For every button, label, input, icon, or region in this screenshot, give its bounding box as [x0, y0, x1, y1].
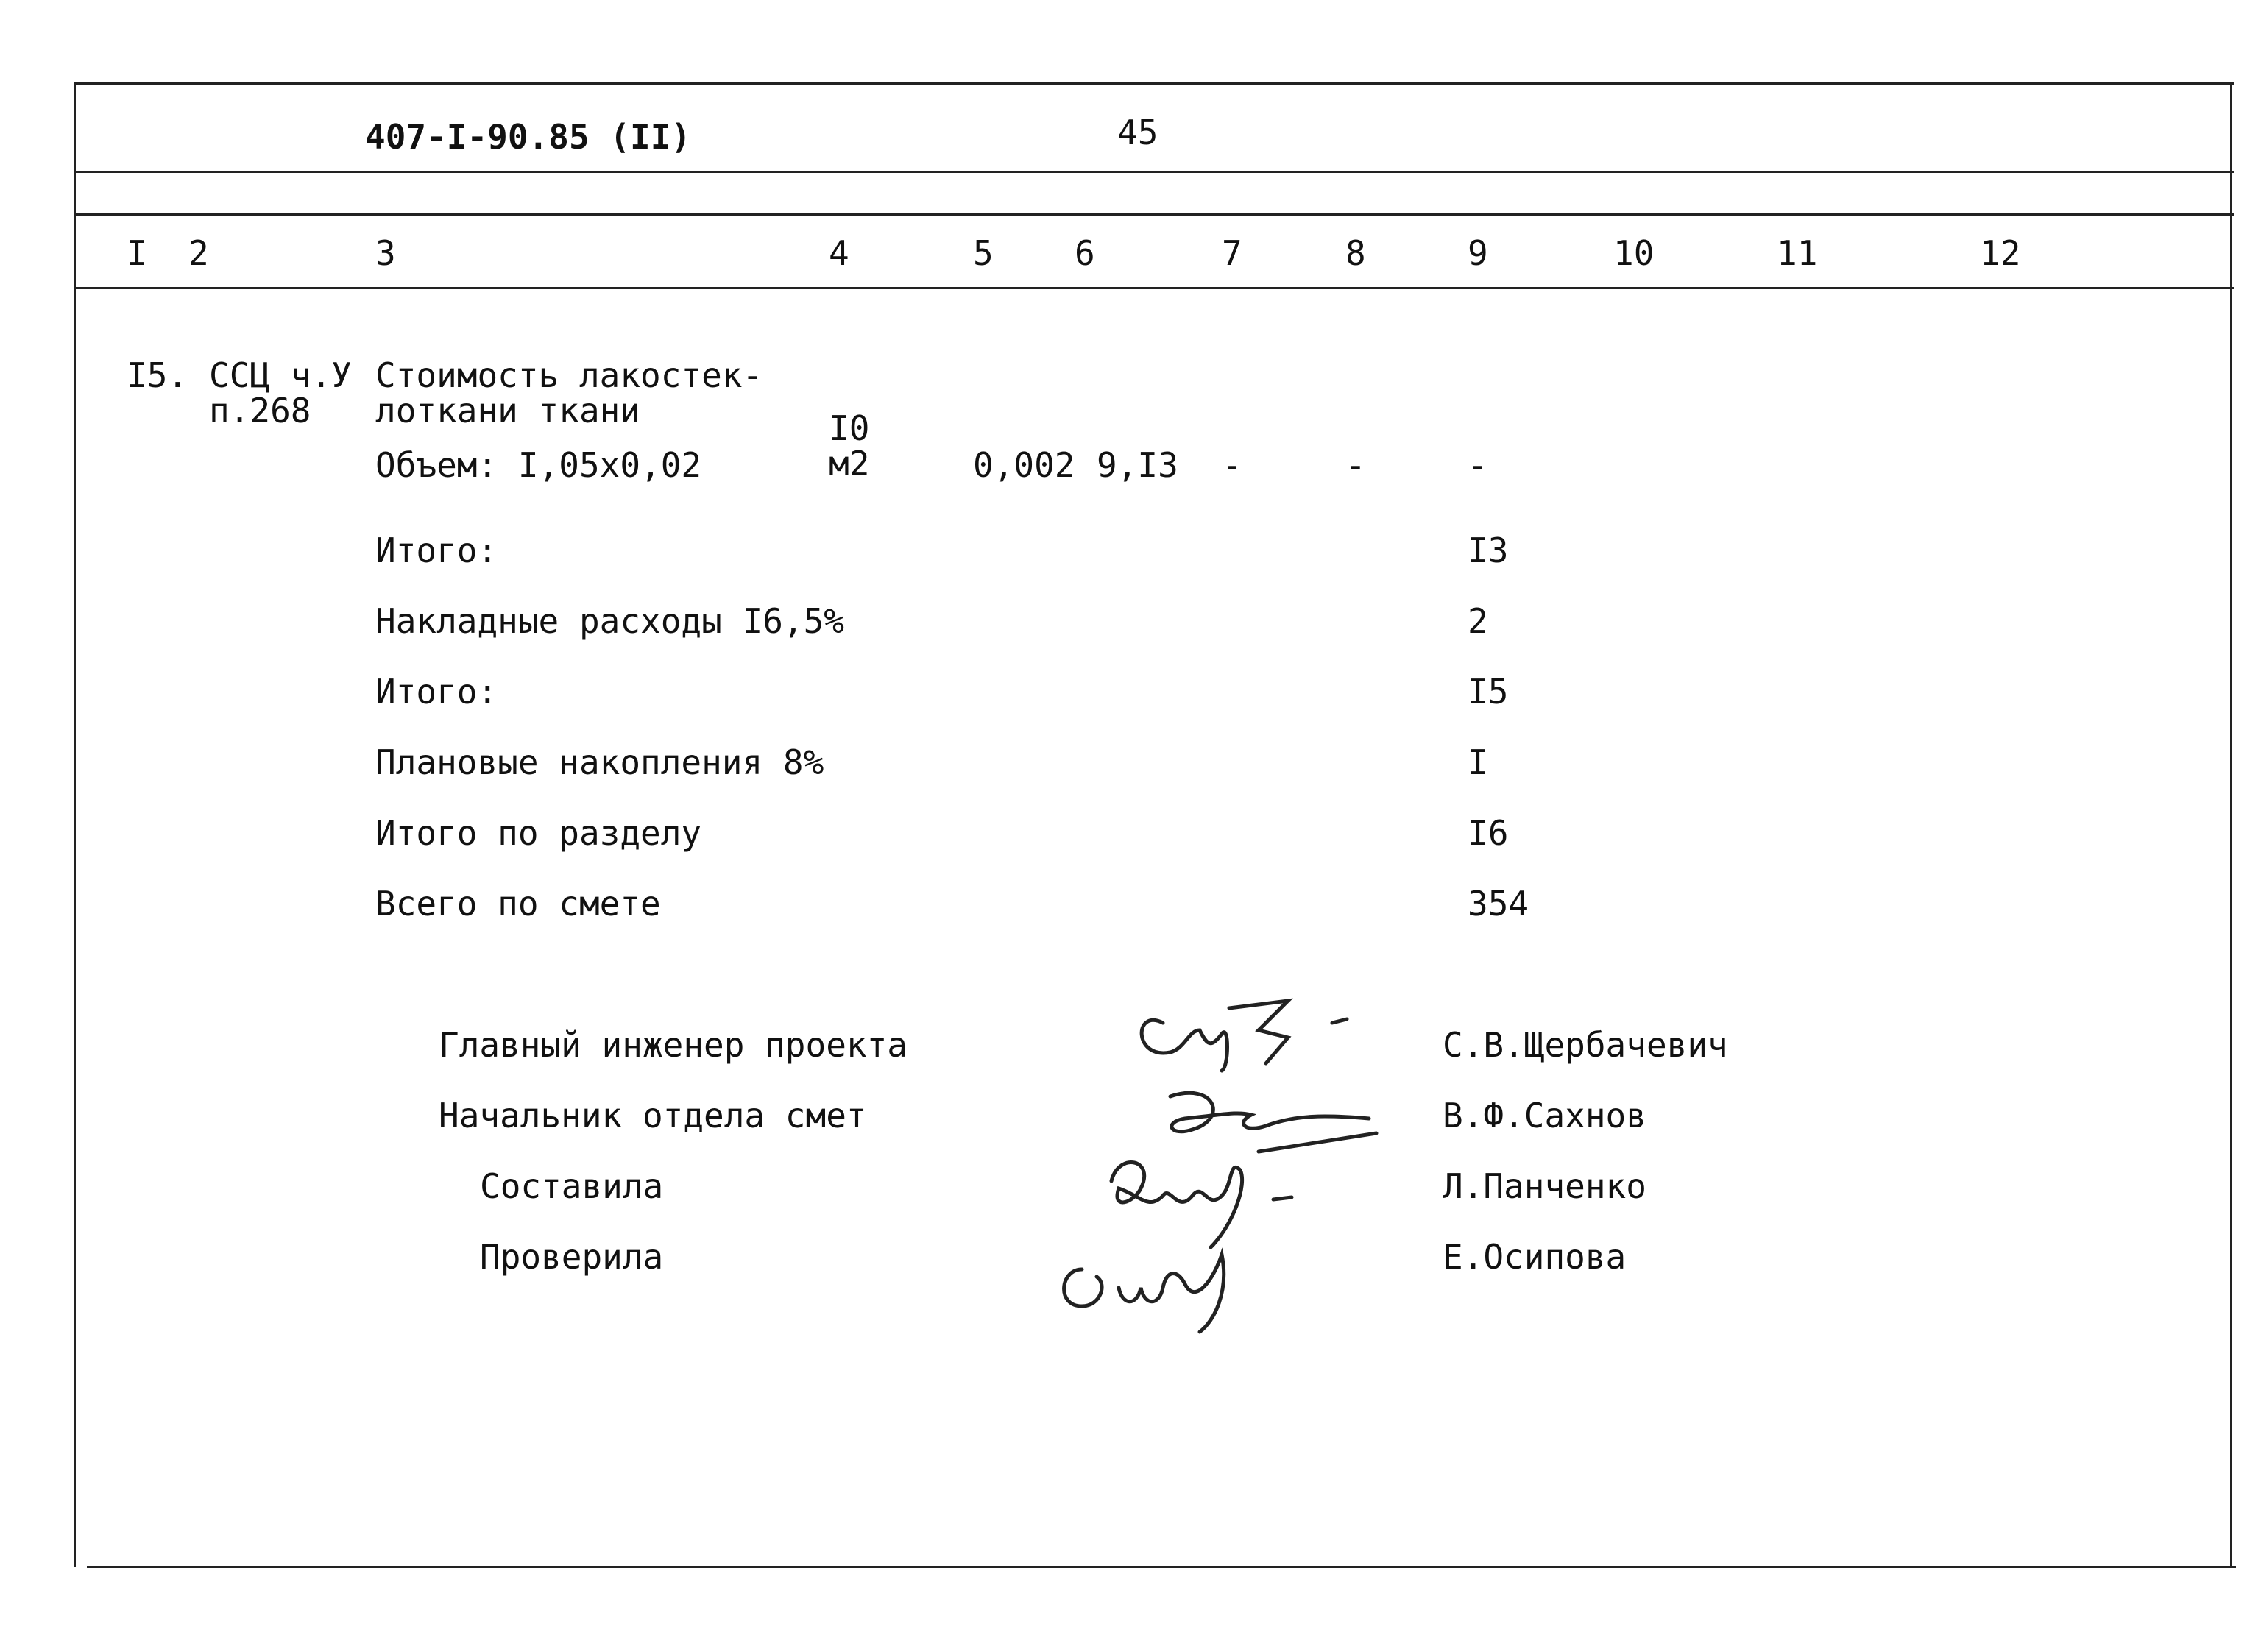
handwritten-signature-1: [1119, 979, 1384, 1074]
entry-reference-line2: п.268: [209, 391, 311, 430]
column-header-9: 9: [1468, 233, 1488, 273]
signature-role-department-head: Начальник отдела смет: [439, 1096, 867, 1135]
entry-unit-line1: I0: [829, 408, 870, 448]
header-separator-1: [74, 171, 2234, 173]
summary-value-overhead: 2: [1468, 601, 1488, 641]
entry-col7: -: [1222, 445, 1242, 485]
signature-role-chief-engineer: Главный инженер проекта: [439, 1025, 907, 1065]
column-header-3: 3: [375, 233, 396, 273]
column-header-8: 8: [1345, 233, 1366, 273]
entry-price: 9,I3: [1097, 445, 1178, 485]
column-header-7: 7: [1222, 233, 1242, 273]
column-header-2: 2: [188, 233, 209, 273]
entry-col9: -: [1468, 445, 1488, 485]
summary-value-section-total: I6: [1468, 813, 1509, 853]
summary-label-overhead: Накладные расходы I6,5%: [375, 601, 844, 641]
entry-unit-line2: м2: [829, 444, 870, 483]
signature-role-compiled-by: Составила: [480, 1166, 664, 1206]
column-header-6: 6: [1075, 233, 1095, 273]
column-header-5: 5: [973, 233, 994, 273]
summary-label-estimate-total: Всего по смете: [375, 884, 661, 924]
entry-reference-line1: ССЦ ч.У: [209, 355, 352, 395]
frame-left-line: [74, 82, 76, 1567]
column-header-11: 11: [1777, 233, 1818, 273]
signature-role-checked-by: Проверила: [480, 1237, 664, 1277]
summary-label-subtotal: Итого:: [375, 531, 498, 570]
summary-value-subtotal-2: I5: [1468, 672, 1509, 712]
summary-label-subtotal-2: Итого:: [375, 672, 498, 712]
frame-right-line: [2230, 82, 2232, 1567]
document-code: 407-I-90.85 (II): [365, 117, 692, 157]
summary-value-estimate-total: 354: [1468, 884, 1529, 924]
column-header-bottom-line: [74, 287, 2234, 289]
entry-description-line1: Стоимость лакостек-: [375, 355, 763, 395]
signature-name-compiled-by: Л.Панченко: [1443, 1166, 1646, 1206]
handwritten-signature-4: [1038, 1225, 1273, 1336]
entry-description-line2: лоткани ткани: [375, 391, 641, 430]
frame-top-line: [74, 82, 2234, 85]
column-header-12: 12: [1980, 233, 2021, 273]
column-header-10: 10: [1613, 233, 1655, 273]
column-header-4: 4: [829, 233, 849, 273]
summary-label-section-total: Итого по разделу: [375, 813, 702, 853]
column-header-1: I: [127, 233, 147, 273]
entry-quantity: 0,002: [973, 445, 1075, 485]
summary-value-subtotal: I3: [1468, 531, 1509, 570]
entry-number: I5.: [127, 355, 188, 395]
header-separator-2: [74, 213, 2234, 216]
summary-value-planned-savings: I: [1468, 742, 1488, 782]
summary-label-planned-savings: Плановые накопления 8%: [375, 742, 824, 782]
entry-col8: -: [1345, 445, 1366, 485]
entry-volume: Объем: I,05х0,02: [375, 445, 702, 485]
signature-name-checked-by: Е.Осипова: [1443, 1237, 1627, 1277]
frame-bottom-line: [87, 1566, 2236, 1568]
signature-name-chief-engineer: С.В.Щербачевич: [1443, 1025, 1728, 1065]
page-number: 45: [1117, 113, 1158, 152]
signature-name-department-head: В.Ф.Сахнов: [1443, 1096, 1646, 1135]
